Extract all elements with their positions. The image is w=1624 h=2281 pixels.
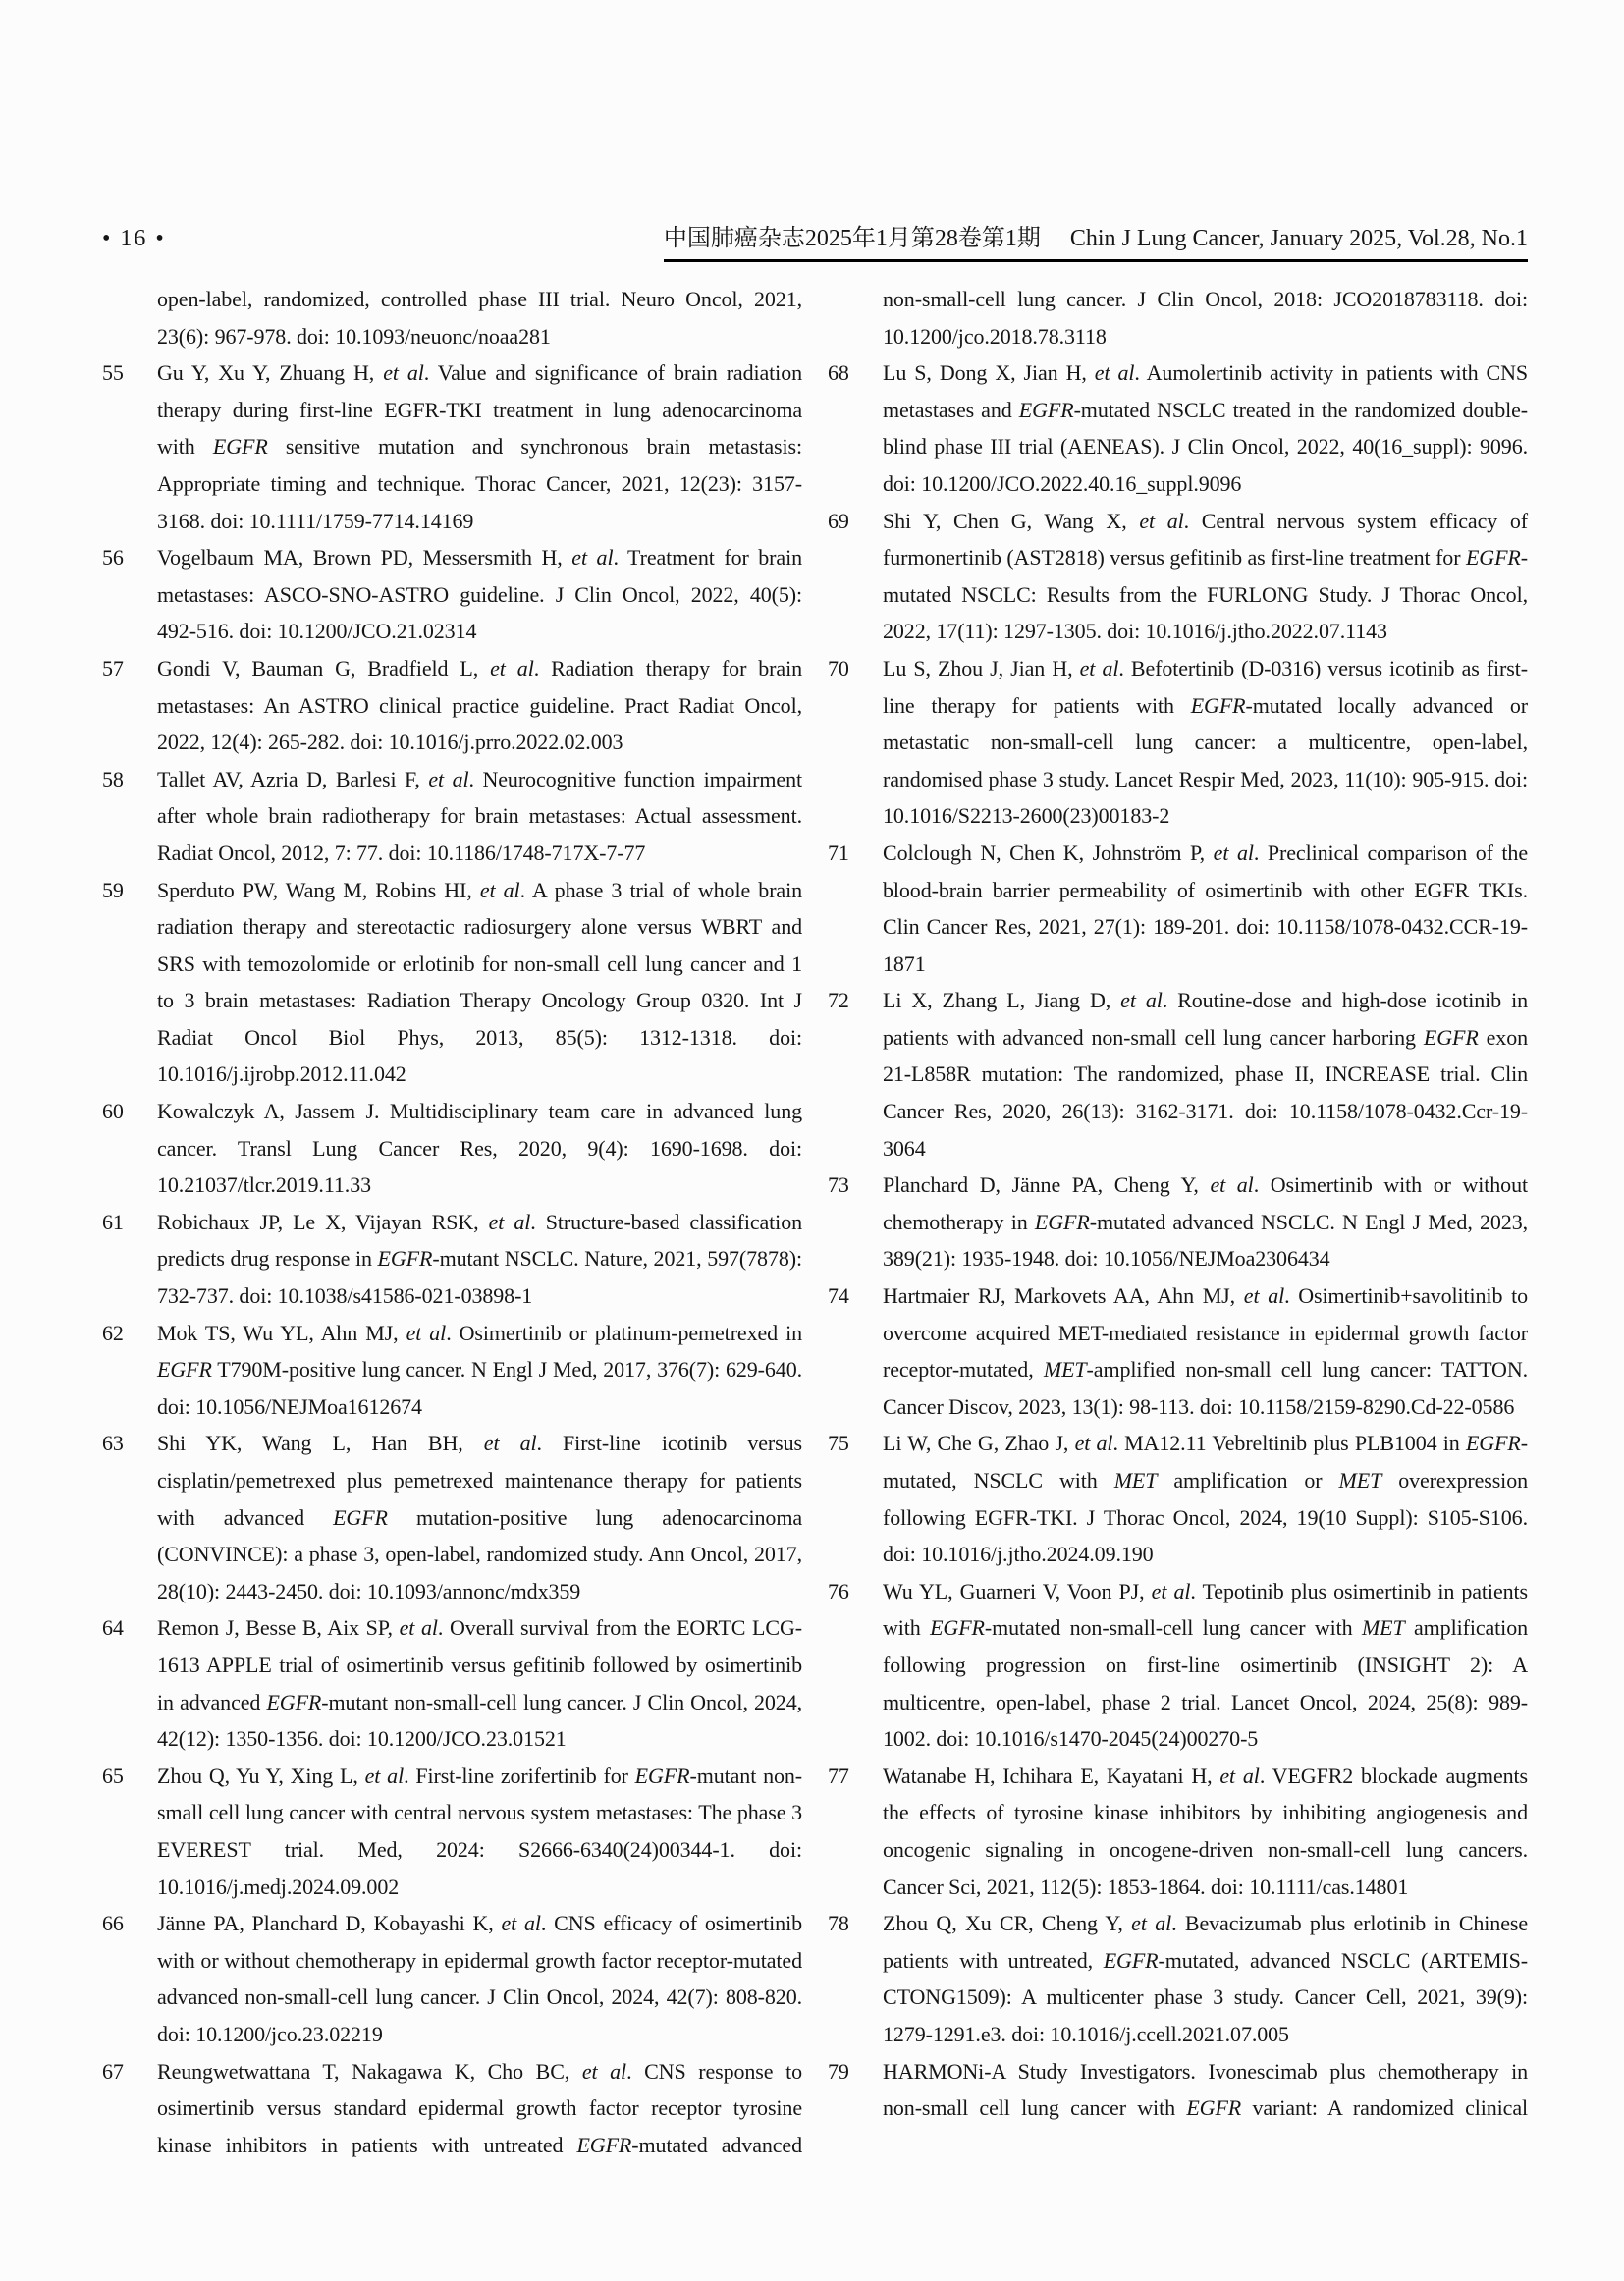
reference-item [102, 1758, 802, 1905]
reference-text: Hartmaier RJ, Markovets AA, Ahn MJ, et al. Osimertinib+savolitinib to overcome acquired MET-mediated resistance in epidermal growth factor receptor-mutated, MET-amplified non-small cell lung cancer: TATTON. Cancer Discov, 2023, 13(1): 98-113. doi: 10.1158/2159-8290.Cd-22-0586 [883, 1283, 1529, 1419]
reference-text: Zhou Q, Yu Y, Xing L, et al. First-line zorifertinib for EGFR-mutant non-small cell lung cancer with central nervous system metastases: The phase 3 EVEREST trial. Med, 2024: S2666-6340(24)00344-1. doi: 10.1016/j.medj.2024.09.002 [157, 1763, 802, 1899]
reference-number: 79 [828, 2058, 849, 2084]
reference-number: 74 [828, 1283, 849, 1309]
reference-text: Planchard D, Jänne PA, Cheng Y, et al. Osimertinib with or without chemotherapy in EGFR-mutated advanced NSCLC. N Engl J Med, 2023, 389(21): 1935-1948. doi: 10.1056/NEJMoa2306434 [883, 1172, 1529, 1272]
reference-number: 58 [102, 766, 124, 791]
reference-number: 66 [102, 1911, 124, 1936]
reference-text: Lu S, Dong X, Jian H, et al. Aumolertinib activity in patients with CNS metastases and EGFR-mutated NSCLC treated in the randomized double-blind phase III trial (AENEAS). J Clin Oncol, 2022, 40(16_suppl): 9096. doi: 10.1200/JCO.2022.40.16_suppl.9096 [883, 360, 1528, 496]
reference-text: open-label, randomized, controlled phase III trial. Neuro Oncol, 2021, 23(6): 967-978. doi: 10.1093/neuonc/noaa281 [157, 287, 802, 349]
running-head [664, 218, 1528, 262]
reference-number: 78 [828, 1911, 849, 1936]
reference-number: 63 [102, 1431, 124, 1456]
reference-text: Shi Y, Chen G, Wang X, et al. Central nervous system efficacy of furmonertinib (AST2818) versus gefitinib as first-line treatment for EGFR-mutated NSCLC: Results from the FURLONG Study. J Thorac Oncol, 2022, 17(11): 1297-1305. doi: 10.1016/j.jtho.2022.07.1143 [883, 508, 1528, 644]
reference-text: Tallet AV, Azria D, Barlesi F, et al. Neurocognitive function impairment after whole brain radiotherapy for brain metastases: Actual assessment. Radiat Oncol, 2012, 7: 77. doi: 10.1186/1748-717X-7-77 [157, 766, 802, 865]
reference-number: 69 [828, 508, 849, 533]
reference-text: Wu YL, Guarneri V, Voon PJ, et al. Tepotinib plus osimertinib in patients with EGFR-mutated non-small-cell lung cancer with MET amplification following progression on first-line osimertinib (INSIGHT 2): A multicentre, open-label, phase 2 trial. Lancet Oncol, 2024, 25(8): 989-1002. doi: 10.1016/s1470-2045(24)00270-5 [883, 1578, 1528, 1752]
reference-text: Shi YK, Wang L, Han BH, et al. First-line icotinib versus cisplatin/pemetrexed plus pemetrexed maintenance therapy for patients with advanced EGFR mutation-positive lung adenocarcinoma (CONVINCE): a phase 3, open-label, randomized study. Ann Oncol, 2017, 28(10): 2443-2450. doi: 10.1093/annonc/mdx359 [157, 1431, 802, 1603]
references-column-right [828, 281, 1528, 2163]
reference-text: Li X, Zhang L, Jiang D, et al. Routine-dose and high-dose icotinib in patients with advanced non-small cell lung cancer harboring EGFR exon 21-L858R mutation: The randomized, phase II, INCREASE trial. Clin Cancer Res, 2020, 26(13): 3162-3171. doi: 10.1158/1078-0432.Ccr-19-3064 [883, 988, 1528, 1161]
reference-number: 56 [102, 545, 124, 570]
reference-text: Colclough N, Chen K, Johnström P, et al. Preclinical comparison of the blood-brain barrier permeability of osimertinib with other EGFR TKIs. Clin Cancer Res, 2021, 27(1): 189-201. doi: 10.1158/1078-0432.CCR-19-1871 [883, 840, 1528, 976]
reference-number: 68 [828, 360, 849, 386]
reference-number: 62 [102, 1320, 124, 1345]
reference-text: non-small-cell lung cancer. J Clin Oncol, 2018: JCO2018783118. doi: 10.1200/jco.2018.78.3118 [883, 287, 1528, 349]
reference-number: 60 [102, 1099, 124, 1124]
reference-text: Reungwetwattana T, Nakagawa K, Cho BC, et al. CNS response to osimertinib versus standard epidermal growth factor receptor tyrosine kinase inhibitors in patients with untreated EGFR-mutated advanced [157, 2058, 802, 2157]
journal-title-en: Chin J Lung Cancer, January 2025, Vol.28, No.1 [1069, 226, 1528, 251]
reference-item [102, 650, 802, 761]
reference-item [828, 2053, 1528, 2127]
reference-text: Vogelbaum MA, Brown PD, Messersmith H, et al. Treatment for brain metastases: ASCO-SNO-ASTRO guideline. J Clin Oncol, 2022, 40(5): 492-516. doi: 10.1200/JCO.21.02314 [157, 545, 802, 644]
reference-item [828, 1573, 1528, 1758]
reference-number: 55 [102, 360, 124, 386]
reference-item [828, 354, 1528, 502]
reference-item [828, 650, 1528, 835]
reference-number: 73 [828, 1172, 849, 1198]
reference-item [828, 1425, 1528, 1572]
reference-item [828, 1758, 1528, 1905]
reference-number: 65 [102, 1763, 124, 1788]
reference-number: 71 [828, 840, 849, 865]
reference-number: 72 [828, 988, 849, 1013]
reference-item [828, 1277, 1528, 1425]
page-header [102, 218, 1528, 262]
reference-item [102, 1905, 802, 2052]
reference-text: Lu S, Zhou J, Jian H, et al. Befotertinib (D-0316) versus icotinib as first-line therapy for patients with EGFR-mutated locally advanced or metastatic non-small-cell lung cancer: a multicentre, open-label, randomised phase 3 study. Lancet Respir Med, 2023, 11(10): 905-915. doi: 10.1016/S2213-2600(23)00183-2 [883, 655, 1528, 829]
reference-number: 57 [102, 655, 124, 680]
reference-item [102, 539, 802, 650]
reference-item [102, 354, 802, 539]
reference-number: 61 [102, 1209, 124, 1234]
reference-item [102, 1093, 802, 1204]
reference-text: Li W, Che G, Zhao J, et al. MA12.11 Vebreltinib plus PLB1004 in EGFR-mutated, NSCLC with MET amplification or MET overexpression following EGFR-TKI. J Thorac Oncol, 2024, 19(10 Suppl): S105-S106. doi: 10.1016/j.jtho.2024.09.190 [883, 1431, 1528, 1567]
reference-list [102, 281, 1528, 2163]
reference-item [828, 835, 1528, 982]
reference-number: 76 [828, 1578, 849, 1603]
reference-item [828, 1905, 1528, 2052]
reference-number: 77 [828, 1763, 849, 1788]
page-number: • 16 • [102, 226, 166, 251]
reference-item [828, 503, 1528, 650]
reference-text: Mok TS, Wu YL, Ahn MJ, et al. Osimertinib or platinum-pemetrexed in EGFR T790M-positive lung cancer. N Engl J Med, 2017, 376(7): 629-640. doi: 10.1056/NEJMoa1612674 [157, 1320, 802, 1419]
reference-text: Gu Y, Xu Y, Zhuang H, et al. Value and significance of brain radiation therapy during first-line EGFR-TKI treatment in lung adenocarcinoma with EGFR sensitive mutation and synchronous brain metastasis: Appropriate timing and technique. Thorac Cancer, 2021, 12(23): 3157-3168. doi: 10.1111/1759-7714.14169 [157, 360, 802, 533]
reference-item [828, 1167, 1528, 1277]
reference-text: Jänne PA, Planchard D, Kobayashi K, et al. CNS efficacy of osimertinib with or without chemotherapy in epidermal growth factor receptor-mutated advanced non-small-cell lung cancer. J Clin Oncol, 2024, 42(7): 808-820. doi: 10.1200/jco.23.02219 [157, 1911, 802, 2046]
reference-item [102, 1204, 802, 1315]
reference-number: 67 [102, 2058, 124, 2084]
reference-text: Watanabe H, Ichihara E, Kayatani H, et al. VEGFR2 blockade augments the effects of tyrosine kinase inhibitors by inhibiting angiogenesis and oncogenic signaling in oncogene-driven non-small-cell lung cancers. Cancer Sci, 2021, 112(5): 1853-1864. doi: 10.1111/cas.14801 [883, 1763, 1528, 1899]
reference-text: Remon J, Besse B, Aix SP, et al. Overall survival from the EORTC LCG-1613 APPLE trial of osimertinib versus gefitinib followed by osimertinib in advanced EGFR-mutant non-small-cell lung cancer. J Clin Oncol, 2024, 42(12): 1350-1356. doi: 10.1200/JCO.23.01521 [157, 1615, 802, 1752]
reference-item [102, 281, 802, 354]
reference-number: 75 [828, 1431, 849, 1456]
reference-text: HARMONi-A Study Investigators. Ivonescimab plus chemotherapy in non-small cell lung cancer with EGFR variant: A randomized clinical [883, 2058, 1529, 2121]
reference-text: Sperduto PW, Wang M, Robins HI, et al. A phase 3 trial of whole brain radiation therapy and stereotactic radiosurgery alone versus WBRT and SRS with temozolomide or erlotinib for non-small cell lung cancer and 1 to 3 brain metastases: Radiation Therapy Oncology Group 0320. Int J Radiat Oncol Biol Phys, 2013, 85(5): 1312-1318. doi: 10.1016/j.ijrobp.2012.11.042 [157, 877, 803, 1087]
reference-item [102, 872, 802, 1094]
reference-item [102, 761, 802, 872]
reference-number: 64 [102, 1615, 124, 1641]
reference-text: Zhou Q, Xu CR, Cheng Y, et al. Bevacizumab plus erlotinib in Chinese patients with untreated, EGFR-mutated, advanced NSCLC (ARTEMIS-CTONG1509): A multicenter phase 3 study. Cancer Cell, 2021, 39(9): 1279-1291.e3. doi: 10.1016/j.ccell.2021.07.005 [883, 1911, 1529, 2046]
reference-item [102, 1609, 802, 1757]
reference-text: Kowalczyk A, Jassem J. Multidisciplinary team care in advanced lung cancer. Transl Lung Cancer Res, 2020, 9(4): 1690-1698. doi: 10.21037/tlcr.2019.11.33 [157, 1099, 802, 1198]
reference-item [102, 1425, 802, 1609]
reference-number: 70 [828, 655, 849, 680]
journal-title-cn: 中国肺癌杂志2025年1月第28卷第1期 [663, 226, 1041, 251]
reference-text: Robichaux JP, Le X, Vijayan RSK, et al. Structure-based classification predicts drug response in EGFR-mutant NSCLC. Nature, 2021, 597(7878): 732-737. doi: 10.1038/s41586-021-03898-1 [157, 1209, 802, 1309]
reference-item [828, 982, 1528, 1167]
reference-text: Gondi V, Bauman G, Bradfield L, et al. Radiation therapy for brain metastases: An ASTRO clinical practice guideline. Pract Radiat Oncol, 2022, 12(4): 265-282. doi: 10.1016/j.prro.2022.02.003 [157, 655, 802, 755]
reference-number: 59 [102, 877, 124, 902]
reference-item [102, 2053, 802, 2164]
reference-item [102, 1315, 802, 1426]
reference-item [828, 281, 1528, 354]
references-column-left [102, 281, 802, 2163]
